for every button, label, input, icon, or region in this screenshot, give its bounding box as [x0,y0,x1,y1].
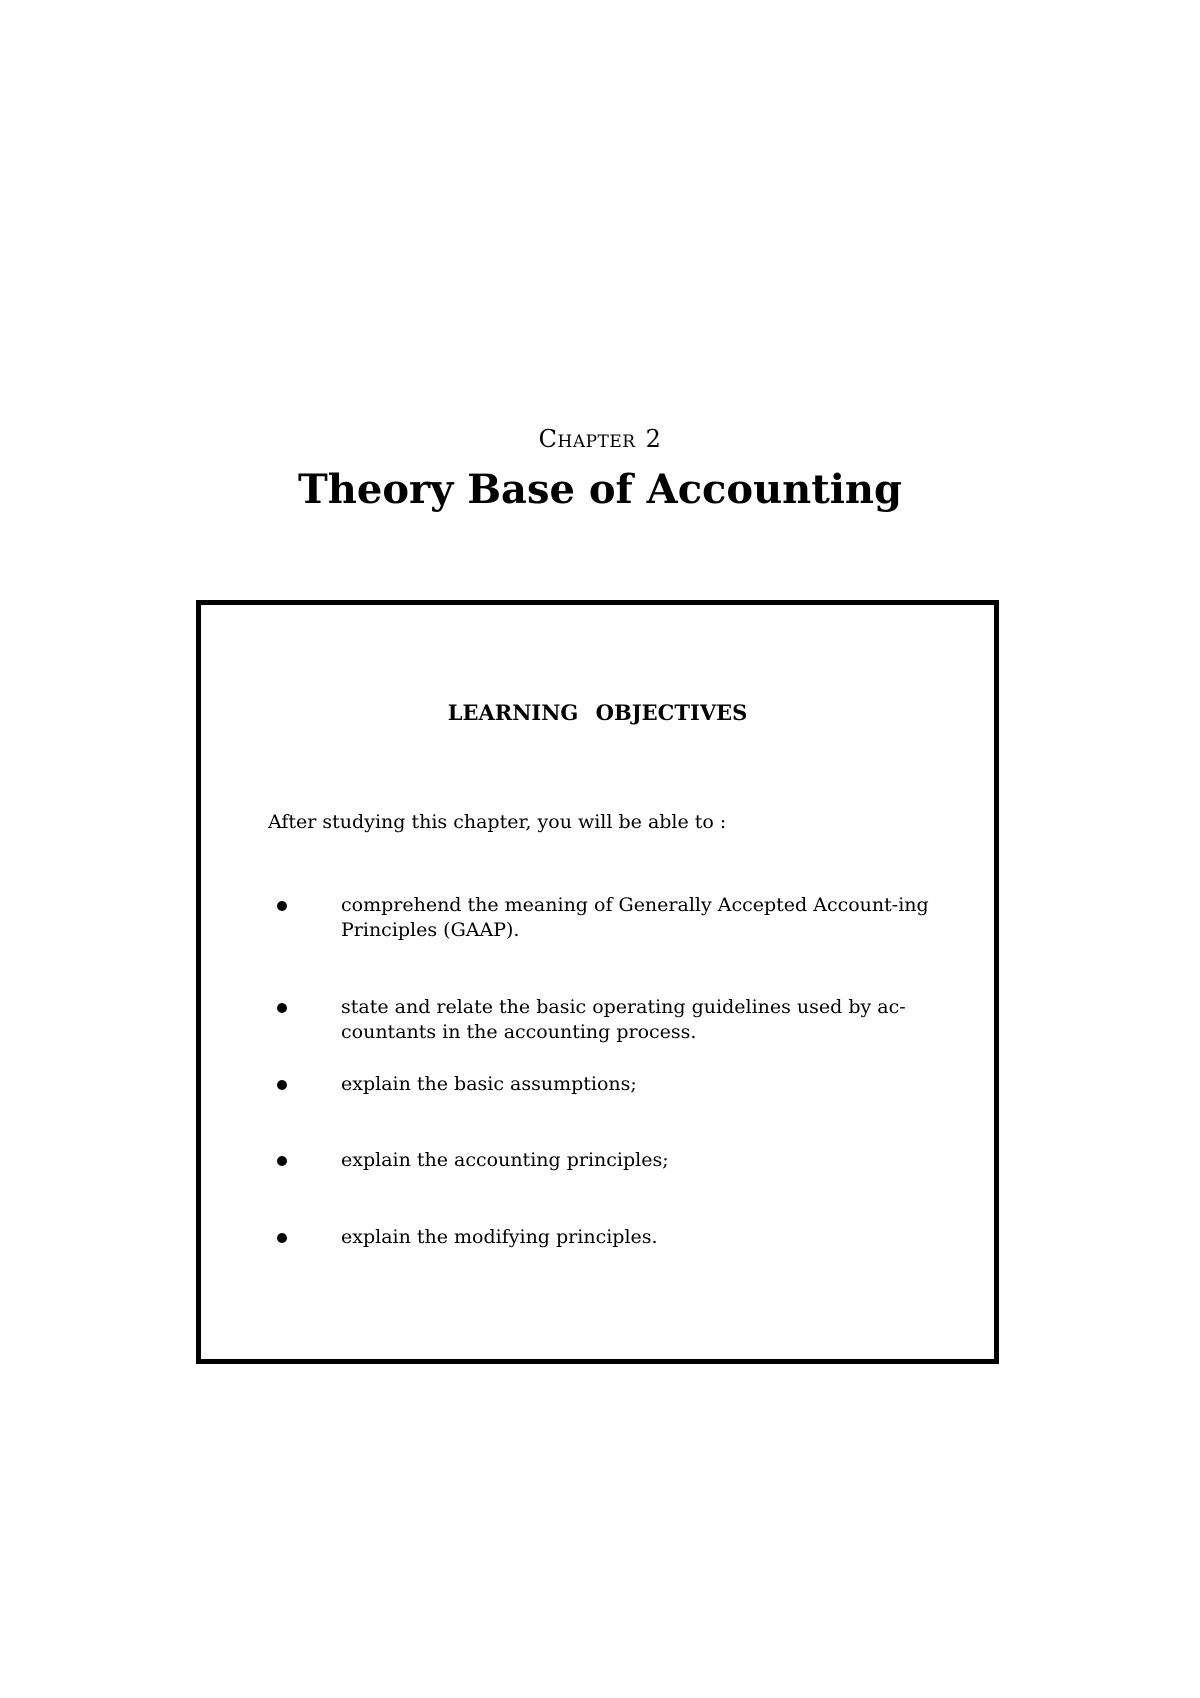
objective-text: explain the basic assumptions; [341,1073,637,1095]
bullet-icon [277,901,287,911]
objective-text: comprehend the meaning of Generally Accepted Account-ing Principles (GAAP). [341,894,929,941]
objectives-intro: After studying this chapter, you will be able to : [268,811,727,833]
objective-text: state and relate the basic operating guidelines used by ac-countants in the accounting process. [341,996,906,1043]
objectives-heading: LEARNING OBJECTIVES [447,700,748,725]
chapter-number: 2 [645,425,662,453]
objective-text: explain the accounting principles; [341,1149,669,1171]
bullet-icon [277,1156,287,1166]
chapter-title: Theory Base of Accounting [298,466,902,513]
bullet-icon [277,1080,287,1090]
bullet-icon [277,1233,287,1243]
chapter-word: Chapter [538,425,636,453]
learning-objectives-box [196,600,999,1364]
bullet-icon [277,1003,287,1013]
objectives-list [201,605,994,1359]
objective-text: explain the modifying principles. [341,1226,658,1248]
chapter-label [0,424,1200,454]
